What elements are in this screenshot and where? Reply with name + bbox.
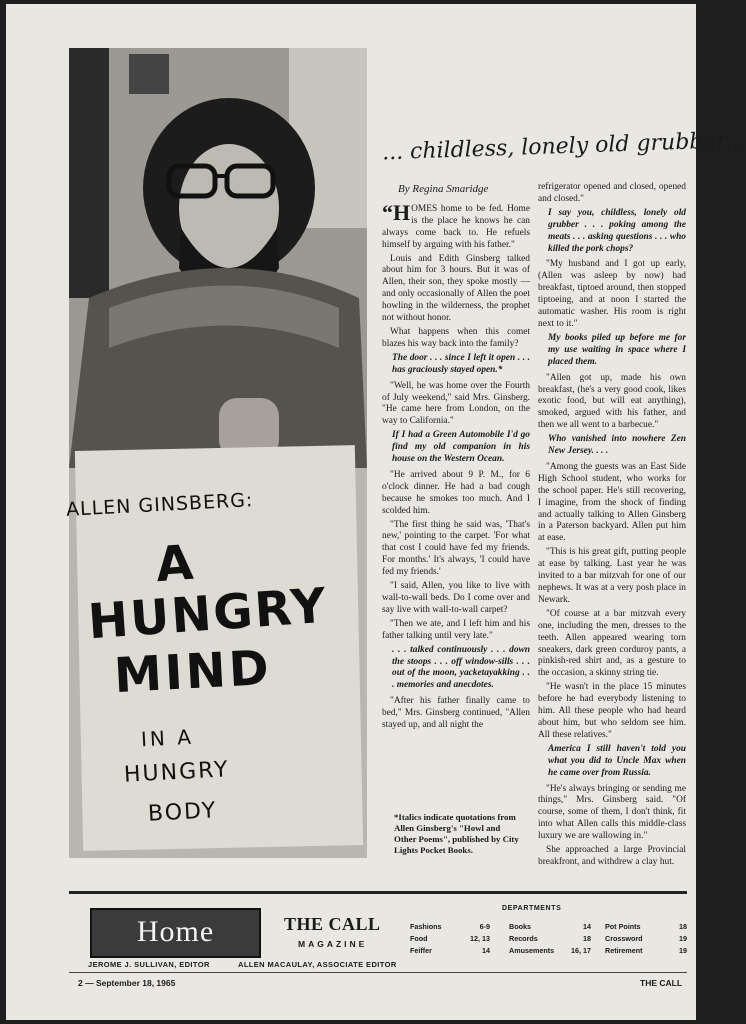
departments-column-3 <box>605 922 687 958</box>
portrait-photo <box>69 48 367 468</box>
paragraph: "Of course at a bar mitzvah every one, including the men, dresses to the teeth. Allen appeared wearing torn sneakers, dark green corduroy pants, a pinkish-red shirt and, as a gesture to the occasion, a skinny string tie. <box>538 608 686 679</box>
magazine-page <box>6 4 746 1020</box>
department-name: Books <box>509 922 531 931</box>
department-name: Crossword <box>605 934 643 943</box>
department-entry <box>410 922 490 934</box>
poem-quote: If I had a Green Automobile I'd go find my old companion in his house on the Western Ocean. <box>392 430 530 465</box>
paragraph: "After his father finally came to bed," Mrs. Ginsberg continued, "Allen stayed up, and all night the <box>382 696 530 731</box>
department-name: Records <box>509 934 538 943</box>
departments-title: DEPARTMENTS <box>502 905 562 912</box>
footnote: *Italics indicate quotations from Allen Ginsberg's "Howl and Other Poems", published by City Lights Pocket Books. <box>394 812 519 855</box>
departments-column-1 <box>410 922 490 958</box>
article-tagline: ... childless, lonely old grubber... <box>381 127 746 166</box>
paragraph: "Then we ate, and I left him and his father talking until very late." <box>382 618 530 641</box>
department-entry <box>509 922 591 934</box>
paragraph: "Among the guests was an East Side High School student, who works for the school paper. He's still recovering, I imagine, from the shock of finding and actually talking to Allen Ginsberg in a Paterson backyard. Allen put him at ease. <box>538 461 686 544</box>
paragraph: "The first thing he said was, 'That's new,' pointing to the carpet. 'For what that cost I could have fed my friends. For months.' It's always, 'I could have fed my friends.' <box>382 519 530 578</box>
sign-line-hungry: HUNGRY <box>86 577 330 651</box>
department-name: Retirement <box>605 946 643 955</box>
department-page: 18 <box>583 934 591 943</box>
sign-line-hungry-2: HUNGRY <box>123 757 231 788</box>
paragraph: "This is his great gift, putting people at ease by talking. Last year he was invited to a bar mitzvah for one of our nephews. It was at a very posh place in Newark. <box>538 547 686 605</box>
paragraph-text: OMES home to be fed. Home is the place he knows he can always come back to. He refuels himself by arguing with his father." <box>382 203 530 250</box>
poem-quote: Who vanished into nowhere Zen New Jersey. . . . <box>548 434 686 457</box>
department-page: 14 <box>583 922 591 931</box>
paragraph: refrigerator opened and closed, opened and closed." <box>538 182 686 204</box>
page-number-date: 2 — September 18, 1965 <box>78 978 176 988</box>
sign-line-in-a: IN A <box>140 724 195 752</box>
department-name: Feiffer <box>410 946 432 955</box>
paragraph: "My husband and I got up early, (Allen was asleep by now) had breakfast, tiptoed around, then stopped tiptoeing, and at noon I started the automatic washer. His room is right next to it." <box>538 259 686 329</box>
department-page: 14 <box>482 946 490 955</box>
paragraph: She approached a large Provincial breakfront, and withdrew a clay hut. <box>538 845 686 867</box>
poem-quote: I say you, childless, lonely old grubber . . . poking among the meats . . . asking questions . . . who killed the pork chops? <box>548 207 686 254</box>
editor-credit: JEROME J. SULLIVAN, EDITOR <box>88 960 210 969</box>
department-entry <box>605 934 687 946</box>
paragraph: "He wasn't in the place 15 minutes before he had everybody listening to him. All these people who had heard about him, but who seldom see him. All these relatives." <box>538 682 686 740</box>
paragraph: "He arrived about 9 P. M., for 6 o'clock dinner. He had a bad cough because he smokes too much. And I scolded him. <box>382 469 530 516</box>
footer-rule <box>69 972 687 973</box>
photo-allen-ginsberg <box>69 48 367 858</box>
magazine-label: MAGAZINE <box>298 939 368 949</box>
department-entry <box>509 946 591 958</box>
poem-quote: The door . . . since I left it open . . . has graciously stayed open.* <box>392 352 530 375</box>
associate-editor-credit: ALLEN MACAULAY, ASSOCIATE EDITOR <box>238 960 397 969</box>
paragraph: Louis and Edith Ginsberg talked about him for 3 hours. But it was of Allen, their son, they spoke mostly — and only occasionally of Allen the poet howling in the wilderness, the prophet not without honor. <box>382 253 530 324</box>
sign-name: ALLEN GINSBERG: <box>65 489 254 521</box>
paragraph: "He's always bringing or sending me things," Mrs. Ginsberg said. "Of course, some of them, I don't think, fit into what Allen calls this middle-class luxury we are wallowing in." <box>538 783 686 842</box>
department-page: 16, 17 <box>571 946 591 955</box>
paragraph <box>382 199 530 252</box>
poem-quote: . . . talked continuously . . . down the stoops . . . off window-sills . . . out of the moon, yacketayakking . . . memories and anecdotes. <box>392 644 530 691</box>
poem-quote: My books piled up before me for my use waiting in space where I placed them. <box>548 332 686 367</box>
department-entry <box>605 922 687 934</box>
department-page: 6-9 <box>479 922 490 931</box>
departments-column-2 <box>509 922 591 958</box>
department-page: 19 <box>679 934 687 943</box>
department-entry <box>410 934 490 946</box>
article-column-1 <box>382 184 530 734</box>
footer-publication: THE CALL <box>640 978 683 988</box>
sign-line-mind: MIND <box>112 639 273 705</box>
byline: By Regina Smaridge <box>398 183 489 195</box>
department-entry <box>509 934 591 946</box>
department-name: Pot Points <box>605 922 641 931</box>
sign-line-body: BODY <box>147 798 218 827</box>
department-name: Amusements <box>509 946 555 955</box>
masthead-rule <box>69 891 687 894</box>
department-page: 18 <box>679 922 687 931</box>
paragraph: "I said, Allen, you like to live with wall-to-wall beds. Do I come over and say live with wall-to-wall carpet? <box>382 581 530 615</box>
paragraph: "Well, he was home over the Fourth of July weekend," said Mrs. Ginsberg. "He came here from London, on the way to California." <box>382 380 530 427</box>
sign-line-a: A <box>154 534 196 594</box>
department-entry <box>410 946 490 958</box>
drop-cap: “H <box>382 199 411 225</box>
article-column-2 <box>538 182 686 871</box>
department-entry <box>605 946 687 958</box>
department-page: 19 <box>679 946 687 955</box>
department-name: Fashions <box>410 922 442 931</box>
paragraph: "Allen got up, made his own breakfast, (he's a very good cook, likes exotic food, but will eat anything), smoked, argued with his father, and then we all went to a barbecue." <box>538 372 686 431</box>
department-page: 12, 13 <box>470 934 490 943</box>
paragraph: What happens when this comet blazes his way back into the family? <box>382 326 530 349</box>
home-masthead: Home <box>90 908 261 958</box>
department-name: Food <box>410 934 428 943</box>
poem-quote: America I still haven't told you what you did to Uncle Max when he came over from Russia. <box>548 743 686 778</box>
the-call-title: THE CALL <box>284 914 381 934</box>
